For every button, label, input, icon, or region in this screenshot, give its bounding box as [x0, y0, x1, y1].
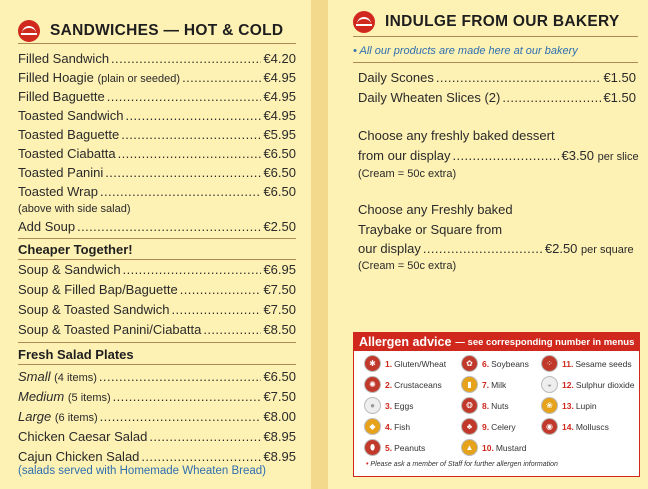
- allergen-number: 12.: [562, 379, 574, 390]
- salads-title: Fresh Salad Plates: [18, 347, 134, 362]
- menu-row: [18, 302, 296, 321]
- item-price: €8.95: [263, 449, 296, 464]
- egg-icon: ●: [364, 397, 381, 414]
- allergen-item: [541, 355, 632, 372]
- menu-row: [18, 409, 296, 428]
- item-name: Toasted Sandwich: [18, 108, 124, 123]
- section-rule: [18, 259, 296, 260]
- menu-row: [18, 146, 296, 165]
- item-extra: (4 items): [54, 372, 97, 384]
- crab-icon: ✺: [364, 376, 381, 393]
- item-extra: (5 items): [67, 392, 111, 404]
- bakery-header: [353, 11, 620, 33]
- fish-icon: ◆: [364, 418, 381, 435]
- menu-row: [18, 89, 296, 108]
- allergen-item: [364, 418, 410, 435]
- item-price: €8.95: [263, 429, 296, 444]
- soy-icon: ✿: [461, 355, 478, 372]
- item-price: €8.50: [263, 322, 296, 337]
- bakery-title: INDULGE FROM OUR BAKERY: [385, 13, 620, 30]
- allergen-item: [461, 439, 527, 456]
- allergen-label: Lupin: [575, 400, 597, 411]
- allergen-label: Sesame seeds: [575, 358, 632, 369]
- allergen-number: 7.: [482, 379, 490, 390]
- item-name: Filled Hoagie: [18, 70, 94, 85]
- item-price: €4.20: [263, 51, 296, 66]
- milk-icon: ▮: [461, 376, 478, 393]
- allergen-footer: • Please ask a member of Staff for further allergen information: [366, 461, 558, 468]
- allergen-subtitle: — see corresponding number in menus: [455, 336, 635, 348]
- item-price: €8.00: [263, 409, 296, 424]
- item-name: Medium: [18, 389, 65, 404]
- wrap-note: (above with side salad): [18, 203, 131, 215]
- item-price: €4.95: [263, 70, 296, 85]
- allergen-label: Sulphur dioxide: [575, 379, 635, 390]
- bakery-logo-icon: [18, 20, 40, 42]
- item-name: Toasted Baguette: [18, 127, 120, 142]
- allergen-label: Crustaceans: [394, 379, 442, 390]
- price-unit: per slice: [597, 151, 639, 163]
- sandwiches-header: [18, 20, 283, 42]
- item-name: Large: [18, 409, 52, 424]
- item-name: Daily Scones: [358, 70, 434, 85]
- item-price: €7.50: [263, 389, 296, 404]
- item-price: €6.95: [263, 262, 296, 277]
- item-name: Filled Sandwich: [18, 51, 110, 66]
- item-price: €6.50: [263, 369, 296, 384]
- wheat-icon: ✱: [364, 355, 381, 372]
- item-name: Toasted Ciabatta: [18, 146, 116, 161]
- mustard-icon: ▲: [461, 439, 478, 456]
- item-name: Toasted Wrap: [18, 184, 98, 199]
- item-price: €7.50: [263, 302, 296, 317]
- item-name: Soup & Toasted Sandwich: [18, 302, 170, 317]
- dessert-row: [358, 148, 639, 167]
- item-name: Daily Wheaten Slices (2): [358, 90, 501, 105]
- cream-note: (Cream = 50c extra): [358, 260, 457, 272]
- allergen-label: Peanuts: [394, 442, 426, 453]
- allergen-footer-text: Please ask a member of Staff for further allergen information: [370, 461, 558, 468]
- item-name: Soup & Filled Bap/Baguette: [18, 282, 178, 297]
- allergen-label: Milk: [491, 379, 507, 390]
- header-rule: [18, 43, 296, 44]
- dessert-line1: Choose any freshly baked dessert: [358, 128, 555, 143]
- section-rule: [18, 342, 296, 343]
- allergen-number: 6.: [482, 358, 490, 369]
- lupin-icon: ❀: [541, 397, 558, 414]
- bakery-logo-icon: [353, 11, 375, 33]
- bakery-tagline: • All our products are made here at our bakery: [353, 45, 578, 57]
- celery-icon: ♣: [461, 418, 478, 435]
- salad-note: (salads served with Homemade Wheaten Bread): [18, 465, 267, 477]
- menu-row: [18, 282, 296, 301]
- allergen-title: Allergen advice: [359, 335, 452, 349]
- allergen-number: 10.: [482, 442, 494, 453]
- allergen-number: 1.: [385, 358, 393, 369]
- menu-row: [18, 219, 296, 238]
- cheaper-title: Cheaper Together!: [18, 242, 133, 257]
- section-rule: [18, 238, 296, 239]
- allergen-number: 9.: [482, 421, 490, 432]
- sesame-icon: ⁘: [541, 355, 558, 372]
- allergen-item: [461, 397, 509, 414]
- item-price: €5.95: [263, 127, 296, 142]
- allergen-number: 13.: [562, 400, 574, 411]
- traybake-line1: Choose any Freshly baked: [358, 202, 513, 217]
- item-name: Small: [18, 369, 51, 384]
- allergen-item: [364, 355, 446, 372]
- item-price: €6.50: [263, 165, 296, 180]
- allergen-label: Celery: [491, 421, 516, 432]
- item-name: Soup & Toasted Panini/Ciabatta: [18, 322, 202, 337]
- item-name: Add Soup: [18, 219, 76, 234]
- item-name: Toasted Panini: [18, 165, 104, 180]
- allergen-item: [364, 397, 413, 414]
- item-extra: (6 items): [54, 412, 98, 424]
- allergen-item: [364, 376, 442, 393]
- item-name: from our display: [358, 148, 451, 163]
- allergen-label: Soybeans: [491, 358, 529, 369]
- item-name: Chicken Caesar Salad: [18, 429, 148, 444]
- sandwiches-title: SANDWICHES — HOT & COLD: [50, 22, 284, 39]
- allergen-label: Nuts: [491, 400, 509, 411]
- allergen-label: Molluscs: [575, 421, 609, 432]
- allergen-item: [461, 376, 506, 393]
- menu-row: [18, 184, 296, 203]
- allergen-item: [541, 418, 609, 435]
- page-gutter: [311, 0, 328, 489]
- allergen-item: [364, 439, 425, 456]
- section-rule: [18, 364, 296, 365]
- item-name: Filled Baguette: [18, 89, 105, 104]
- price-unit: per square: [581, 244, 634, 256]
- allergen-number: 4.: [385, 421, 393, 432]
- traybake-row: [358, 241, 636, 260]
- allergen-number: 5.: [385, 442, 393, 453]
- allergen-header: [354, 333, 639, 351]
- header-rule: [353, 36, 638, 37]
- allergen-label: Eggs: [394, 400, 414, 411]
- menu-row: [18, 108, 296, 127]
- allergen-label: Fish: [394, 421, 411, 432]
- menu-row: [358, 70, 636, 89]
- menu-row: [18, 51, 296, 70]
- menu-row: [18, 429, 296, 448]
- item-price: €1.50: [603, 90, 636, 105]
- allergen-item: [541, 397, 597, 414]
- header-rule: [353, 62, 638, 63]
- item-name: our display: [358, 241, 421, 256]
- menu-row: [18, 369, 296, 388]
- menu-row: [18, 127, 296, 146]
- item-extra: (plain or seeded): [97, 73, 181, 85]
- allergen-item: [461, 418, 516, 435]
- allergen-item: [461, 355, 529, 372]
- allergen-number: 3.: [385, 400, 393, 411]
- allergen-number: 11.: [562, 358, 574, 369]
- peanut-icon: ⬮: [364, 439, 381, 456]
- sulphur-icon: ◒: [541, 376, 558, 393]
- item-price: €4.95: [263, 108, 296, 123]
- item-price: €6.50: [263, 184, 296, 199]
- menu-row: [18, 70, 296, 89]
- allergen-label: Gluten/Wheat: [394, 358, 447, 369]
- allergen-item: [541, 376, 634, 393]
- item-price: €3.50: [561, 148, 595, 163]
- item-price: €2.50: [544, 241, 578, 256]
- cream-note: (Cream = 50c extra): [358, 168, 457, 180]
- item-price: €4.95: [263, 89, 296, 104]
- allergen-number: 8.: [482, 400, 490, 411]
- item-name: Soup & Sandwich: [18, 262, 121, 277]
- allergen-box: [353, 332, 640, 477]
- item-price: €7.50: [263, 282, 296, 297]
- menu-row: [18, 322, 296, 341]
- menu-row: [18, 165, 296, 184]
- traybake-line2: Traybake or Square from: [358, 222, 503, 237]
- item-price: €2.50: [263, 219, 296, 234]
- mollusc-icon: ◉: [541, 418, 558, 435]
- allergen-label: Mustard: [495, 442, 527, 453]
- item-price: €1.50: [603, 70, 636, 85]
- menu-row: [18, 262, 296, 281]
- menu-row: [18, 389, 296, 408]
- nuts-icon: ❂: [461, 397, 478, 414]
- item-name: Cajun Chicken Salad: [18, 449, 140, 464]
- allergen-number: 14.: [562, 421, 574, 432]
- menu-row: [358, 90, 636, 109]
- allergen-number: 2.: [385, 379, 393, 390]
- item-price: €6.50: [263, 146, 296, 161]
